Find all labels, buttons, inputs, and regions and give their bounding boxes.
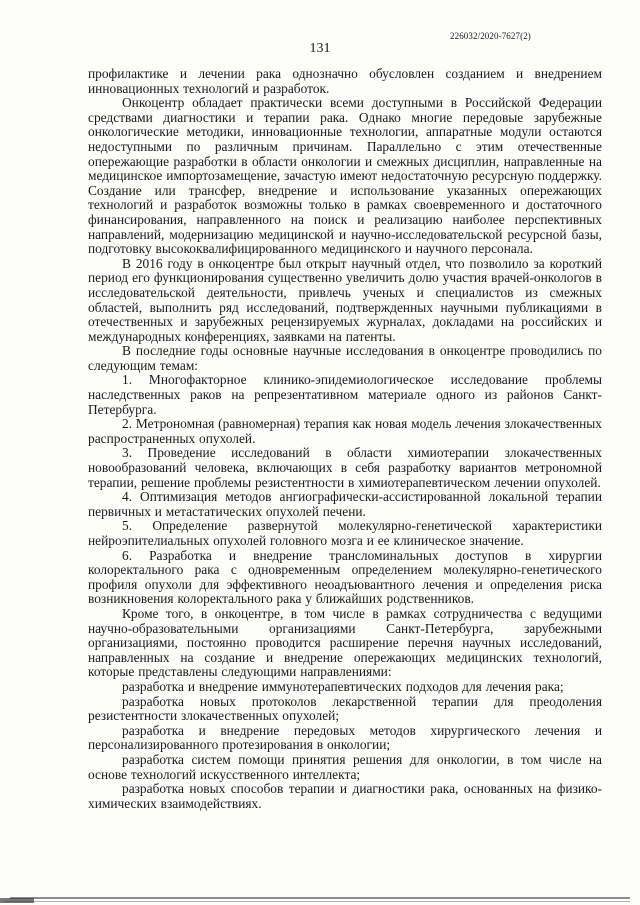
scan-edge-line [10, 897, 630, 899]
list-item-direction-physchem: разработка новых способов терапии и диагностики рака, основанных на физико-химических взаимодействиях. [88, 781, 602, 811]
list-item-direction-drug-therapy: разработка новых протоколов лекарственной терапии для преодоления резистентности злокачественных опухолей; [88, 693, 602, 724]
list-item-direction-immunotherapy: разработка и внедрение иммунотерапевтических подходов для лечения рака; [122, 678, 564, 694]
page-number: 131 [309, 41, 331, 56]
list-item-topic-3: 3. Проведение исследований в области химиотерапии злокачественных новообразований человека, включающих в себя разработку вариантов метрономной терапии, решение проблемы резистентности в химиотерапевтическом лечении опухолей. [88, 445, 602, 490]
scan-edge-line-secondary [4, 901, 630, 902]
list-item-topic-5: 5. Определение развернутой молекулярно-генетической характеристики нейроэпителиальных опухолей головного мозга и ее клиническое значение. [88, 518, 602, 548]
paragraph-research-topics-intro: В последние годы основные научные исследования в онкоцентре проводились по следующим темам: [88, 343, 602, 373]
list-item-topic-4: 4. Оптимизация методов ангиографически-ассистированной локальной терапии первичных и метастатических опухолей печени. [88, 489, 602, 519]
list-item-topic-6: 6. Разработка и внедрение трансломинальных доступов в хирургии колоректального рака с одновременным определением молекулярно-генетического профиля опухоли для эффективного неоадъювантного лечения и определения риска возникновения колоректального рака у ближайших родственников. [88, 547, 602, 607]
paragraph-oncocenter-capabilities: Онкоцентр обладает практически всеми доступными в Российской Федерации средствами диагностики и терапии рака. Однако многие передовые зарубежные онкологические методики, инновационные технологии, аппаратные модули остаются недоступными по различным причинам. Параллельно с этим отечественные опережающие разработки в области онкологии и смежных дисциплин, направленные на медицинское импортозамещение, зачастую имеют недостаточную ресурсную поддержку. Создание или трансфер, внедрение и использование указанных опережающих технологий и разработок возможны только в рамках своевременного и достаточного финансирования, направленного на поиск и реализацию наиболее перспективных направлений, модернизацию медицинской и научно-исследовательской ресурсной базы, подготовку высококвалифицированного медицинского и научного персонала. [88, 95, 602, 257]
list-item-direction-ai: разработка систем помощи принятия решения для онкологии, в том числе на основе технологий искусственного интеллекта; [88, 751, 602, 782]
list-item-direction-surgery: разработка и внедрение передовых методов хирургического лечения и персонализированного протезирования в онкологии; [88, 722, 602, 753]
list-item-topic-2: 2. Метрономная (равномерная) терапия как новая модель лечения злокачественных распространенных опухолей. [88, 416, 602, 446]
paragraph-scientific-department: В 2016 году в онкоцентре был открыт научный отдел, что позволило за короткий период его функционирования существенно увеличить долю участия врачей-онкологов в исследовательской деятельности, привлечь ученых и специалистов из смежных областей, выполнить ряд исследований, подтвержденных научными публикациями в отечественных и зарубежных рецензируемых журналах, докладами на российских и международных конференциях, заявками на патенты. [88, 255, 602, 344]
scan-artifact [0, 898, 34, 903]
document-body [88, 67, 602, 811]
list-item-topic-1: 1. Многофакторное клинико-эпидемиологическое исследование проблемы наследственных раков на репрезентативном материале одного из районов Санкт-Петербурга. [88, 372, 602, 417]
document-id: 226032/2020-7627(2) [450, 31, 531, 41]
paragraph-continuation: профилактике и лечении рака однозначно обусловлен созданием и внедрением инновационных технологий и разработок. [88, 66, 602, 96]
paragraph-collaboration: Кроме того, в онкоцентре, в том числе в рамках сотрудничества с ведущими научно-образовательными организациями Санкт-Петербурга, зарубежными организациями, постоянно проводится расширение перечня научных исследований, направленных на создание и внедрение опережающих медицинских технологий, которые представлены следующими направлениями: [88, 605, 602, 680]
